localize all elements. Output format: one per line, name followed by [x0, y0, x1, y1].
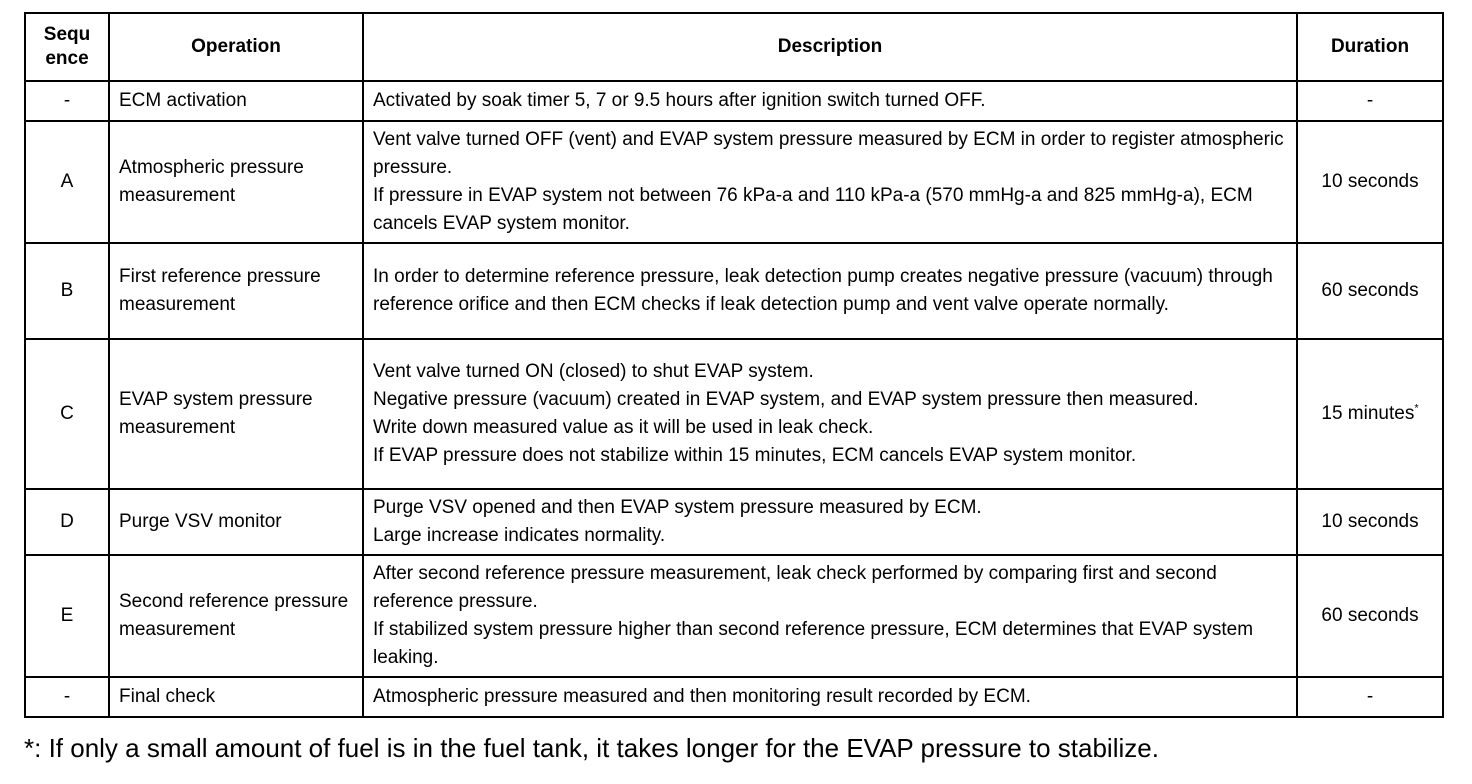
duration-cell [1297, 489, 1443, 555]
header-description: Description [363, 13, 1297, 81]
description-line: Atmospheric pressure measured and then monitoring result recorded by ECM. [373, 686, 1031, 707]
description-cell [363, 121, 1297, 243]
sequence-cell: D [25, 489, 109, 555]
evap-monitor-table [24, 12, 1444, 718]
footnote: *: If only a small amount of fuel is in the fuel tank, it takes longer for the EVAP pressure to stabilize. [24, 733, 1159, 763]
duration-value: 15 minutes [1321, 403, 1415, 424]
table-row [25, 339, 1443, 489]
table-row [25, 121, 1443, 243]
description-cell [363, 243, 1297, 339]
duration-cell [1297, 81, 1443, 121]
table-row [25, 489, 1443, 555]
description-line: Activated by soak timer 5, 7 or 9.5 hours after ignition switch turned OFF. [373, 90, 986, 111]
duration-value: - [1366, 90, 1374, 111]
header-operation: Operation [109, 13, 363, 81]
table-row [25, 243, 1443, 339]
duration-value: 60 seconds [1321, 280, 1419, 301]
description-line: Vent valve turned OFF (vent) and EVAP system pressure measured by ECM in order to register atmospheric pressure. [373, 129, 1284, 178]
duration-value: - [1366, 686, 1374, 707]
description-line: Negative pressure (vacuum) created in EVAP system, and EVAP system pressure then measured. [373, 389, 1199, 410]
table-row [25, 555, 1443, 677]
description-cell [363, 677, 1297, 717]
operation-cell: ECM activation [109, 81, 363, 121]
duration-value: 10 seconds [1321, 171, 1419, 192]
operation-cell: Second reference pressure measurement [109, 555, 363, 677]
duration-cell [1297, 121, 1443, 243]
duration-cell [1297, 555, 1443, 677]
header-duration: Duration [1297, 13, 1443, 81]
header-sequence: Sequ ence [25, 13, 109, 81]
description-cell [363, 489, 1297, 555]
description-line: If stabilized system pressure higher than second reference pressure, ECM determines that EVAP system leaking. [373, 619, 1254, 668]
description-line: In order to determine reference pressure, leak detection pump creates negative pressure (vacuum) through reference orifice and then ECM checks if leak detection pump and vent valve operate normally. [373, 266, 1273, 315]
sequence-cell: - [25, 677, 109, 717]
table-row [25, 677, 1443, 717]
description-line: If EVAP pressure does not stabilize within 15 minutes, ECM cancels EVAP system monitor. [373, 445, 1137, 466]
description-cell [363, 339, 1297, 489]
operation-cell: Purge VSV monitor [109, 489, 363, 555]
operation-cell: Atmospheric pressure measurement [109, 121, 363, 243]
description-cell [363, 555, 1297, 677]
description-line: Purge VSV opened and then EVAP system pressure measured by ECM. [373, 497, 982, 518]
duration-value: 60 seconds [1321, 605, 1419, 626]
table-body [25, 81, 1443, 717]
sequence-cell: C [25, 339, 109, 489]
description-line: Vent valve turned ON (closed) to shut EVAP system. [373, 361, 814, 382]
description-line: After second reference pressure measurement, leak check performed by comparing first and second reference pressure. [373, 563, 1217, 612]
operation-cell: First reference pressure measurement [109, 243, 363, 339]
table-header-row [25, 13, 1443, 81]
sequence-cell: A [25, 121, 109, 243]
description-line: Large increase indicates normality. [373, 525, 666, 546]
operation-cell: Final check [109, 677, 363, 717]
duration-value: 10 seconds [1321, 511, 1419, 532]
operation-cell: EVAP system pressure measurement [109, 339, 363, 489]
duration-cell [1297, 243, 1443, 339]
sequence-cell: E [25, 555, 109, 677]
description-line: If pressure in EVAP system not between 76 kPa-a and 110 kPa-a (570 mmHg-a and 825 mmHg-a), ECM cancels EVAP system monitor. [373, 185, 1253, 234]
duration-cell [1297, 339, 1443, 489]
duration-cell [1297, 677, 1443, 717]
description-line: Write down measured value as it will be used in leak check. [373, 417, 874, 438]
footnote-marker: * [1414, 402, 1419, 415]
sequence-cell: B [25, 243, 109, 339]
description-cell [363, 81, 1297, 121]
table-row [25, 81, 1443, 121]
sequence-cell: - [25, 81, 109, 121]
